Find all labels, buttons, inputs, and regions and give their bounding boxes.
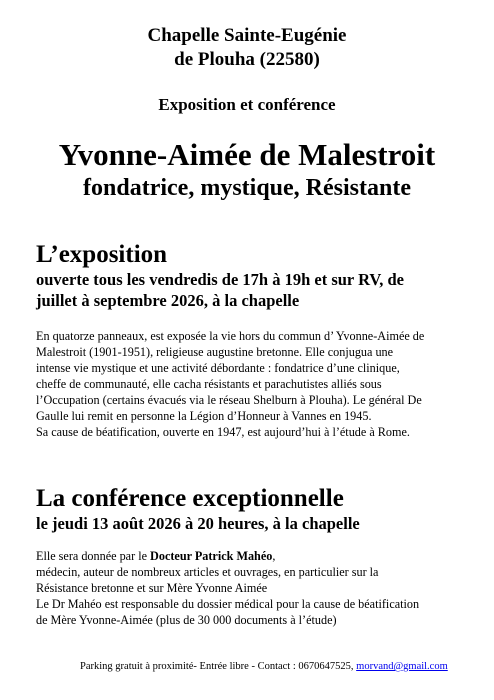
footer-contact xyxy=(80,660,480,674)
conference-intro-prefix: Elle sera donnée par le xyxy=(36,549,151,563)
page-subtitle: fondatrice, mystique, Résistante xyxy=(83,175,411,201)
venue-name: Chapelle Sainte-Eugénie xyxy=(147,25,347,46)
conference-text-line: médecin, auteur de nombreux articles et ouvrages, en particulier sur la xyxy=(36,565,379,579)
event-type: Exposition et conférence xyxy=(158,95,336,114)
exposition-text-line: En quatorze panneaux, est exposée la vie hors du commun d’ Yvonne-Aimée de xyxy=(36,329,425,343)
exposition-schedule xyxy=(36,269,456,311)
exposition-text-line: cheffe de communauté, elle cacha résistants et parachutistes alliés sous xyxy=(36,377,382,391)
conference-text-line: Résistance bretonne et sur Mère Yvonne Aimée xyxy=(36,581,268,595)
conference-intro-line xyxy=(36,548,464,564)
venue-block xyxy=(0,24,494,72)
exposition-text-line: intense vie mystique et une activité débordante : fondatrice d’une clinique, xyxy=(36,361,400,375)
speaker-name: Docteur Patrick Mahéo xyxy=(150,549,273,563)
exposition-schedule-line-1: ouverte tous les vendredis de 17h à 19h et sur RV, de xyxy=(36,270,404,289)
venue-location: de Plouha (22580) xyxy=(174,49,320,70)
exposition-heading: L’exposition xyxy=(36,241,168,268)
footer-info: Parking gratuit à proximité- Entrée libre - Contact : 0670647525, xyxy=(80,661,357,672)
exposition-text-line: Sa cause de béatification, ouverte en 1947, est aujourd’hui à l’étude à Rome. xyxy=(36,425,410,439)
exposition-text-line: l’Occupation (certains évacués via le réseau Shelburn à Plouha). Le général De xyxy=(36,393,422,407)
exposition-description xyxy=(36,328,464,440)
conference-schedule: le jeudi 13 août 2026 à 20 heures, à la chapelle xyxy=(36,514,360,533)
exposition-schedule-line-2: juillet à septembre 2026, à la chapelle xyxy=(36,291,300,310)
exposition-text-line: Malestroit (1901-1951), religieuse augustine bretonne. Elle conjugua une xyxy=(36,345,394,359)
exposition-text-line: Gaulle lui remit en personne la Légion d’Honneur à Vannes en 1945. xyxy=(36,409,372,423)
conference-text-line: Le Dr Mahéo est responsable du dossier médical pour la cause de béatification xyxy=(36,597,420,611)
conference-heading: La conférence exceptionnelle xyxy=(36,485,344,512)
conference-intro-suffix: , xyxy=(272,549,276,563)
contact-email-link[interactable]: morvand@gmail.com xyxy=(356,661,448,672)
page-title: Yvonne-Aimée de Malestroit xyxy=(58,137,436,172)
conference-text-line: de Mère Yvonne-Aimée (plus de 30 000 documents à l’étude) xyxy=(36,613,337,627)
conference-description xyxy=(36,548,464,628)
